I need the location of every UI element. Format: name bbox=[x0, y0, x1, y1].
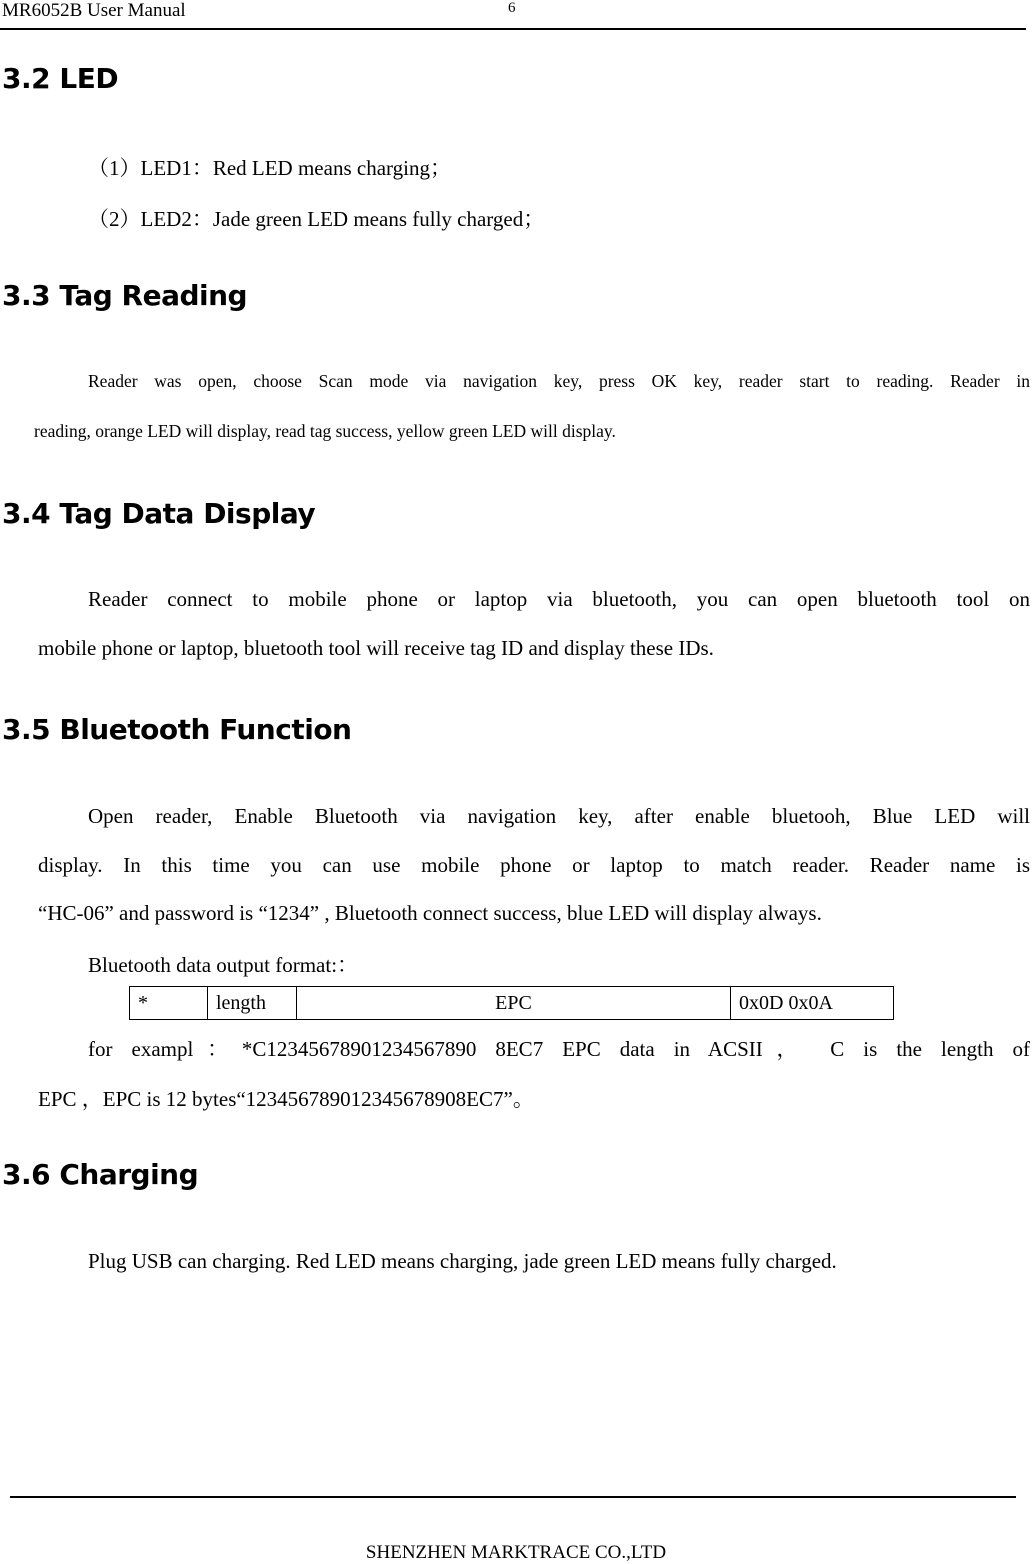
tag-reading-line-1: Reader was open, choose Scan mode via navigation key, press OK key, reader start to reading. Reader in bbox=[88, 371, 1030, 391]
format-cell-start: * bbox=[130, 987, 208, 1020]
tag-reading-line-2: reading, orange LED will display, read tag success, yellow green LED will display. bbox=[34, 421, 616, 441]
tag-data-line-2: mobile phone or laptop, bluetooth tool will receive tag ID and display these IDs. bbox=[38, 636, 714, 660]
header-divider bbox=[0, 28, 1026, 30]
format-cell-terminator: 0x0D 0x0A bbox=[731, 987, 894, 1020]
table-row bbox=[130, 987, 894, 1020]
section-heading-led: 3.2 LED bbox=[2, 62, 119, 95]
tag-data-line-1: Reader connect to mobile phone or laptop via bluetooth, you can open bluetooth tool on bbox=[88, 587, 1030, 611]
led-item-2: （2）LED2：Jade green LED means fully charged； bbox=[88, 207, 545, 231]
section-heading-tag-reading: 3.3 Tag Reading bbox=[2, 279, 248, 312]
section-heading-charging: 3.6 Charging bbox=[2, 1158, 199, 1191]
bluetooth-line-1: Open reader, Enable Bluetooth via navigation key, after enable bluetooh, Blue LED will bbox=[88, 804, 1030, 828]
document-title: MR6052B User Manual bbox=[2, 0, 186, 21]
format-cell-length: length bbox=[208, 987, 297, 1020]
charging-line-1: Plug USB can charging. Red LED means charging, jade green LED means fully charged. bbox=[88, 1249, 837, 1273]
bluetooth-line-2: display. In this time you can use mobile phone or laptop to match reader. Reader name is bbox=[38, 853, 1030, 877]
page-number: 6 bbox=[508, 0, 516, 16]
footer-divider bbox=[10, 1496, 1016, 1498]
bluetooth-example-line-2: EPC ，EPC is 12 bytes“123456789012345678908EC7”。 bbox=[38, 1087, 534, 1111]
led-item-1: （1）LED1：Red LED means charging； bbox=[88, 156, 451, 180]
section-heading-tag-data-display: 3.4 Tag Data Display bbox=[2, 497, 316, 530]
bluetooth-line-3: “HC-06” and password is “1234” , Bluetooth connect success, blue LED will display always. bbox=[38, 901, 822, 925]
bluetooth-line-4: Bluetooth data output format:： bbox=[88, 953, 359, 977]
bluetooth-format-table bbox=[129, 986, 894, 1020]
format-cell-epc: EPC bbox=[297, 987, 731, 1020]
section-heading-bluetooth: 3.5 Bluetooth Function bbox=[2, 713, 352, 746]
bluetooth-example-line-1: for exampl：*C12345678901234567890 8EC7 EPC data in ACSII， C is the length of bbox=[88, 1037, 1030, 1061]
footer-company: SHENZHEN MARKTRACE CO.,LTD bbox=[365, 1542, 667, 1563]
